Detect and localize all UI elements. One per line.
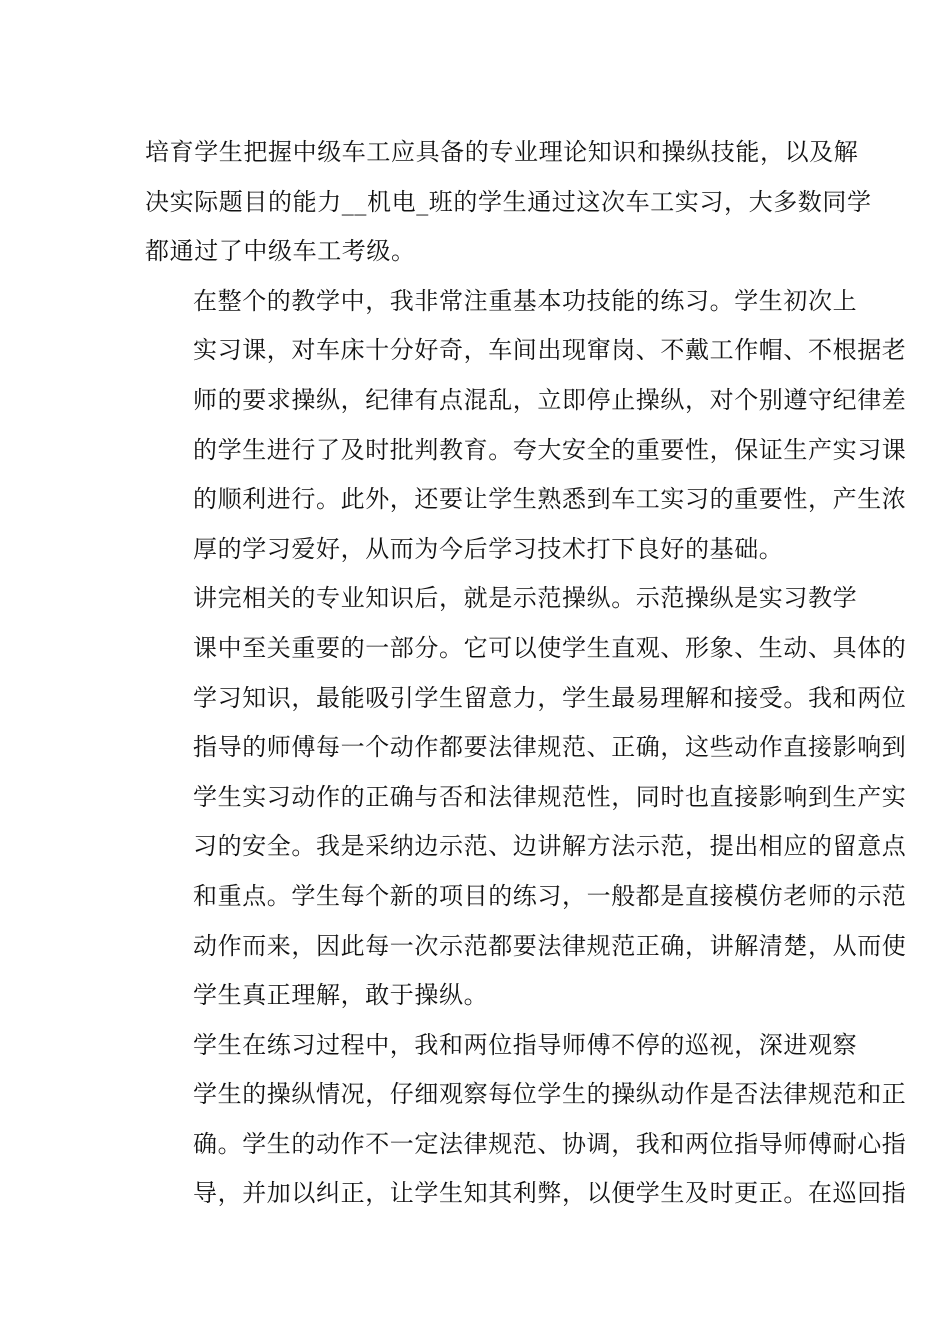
- text-line: 学生在练习过程中，我和两位指导师傅不停的巡视，深进观察: [193, 1030, 858, 1059]
- text-line: 确。学生的动作不一定法律规范、协调，我和两位指导师傅耐心指: [193, 1129, 907, 1158]
- document-body: [145, 128, 907, 1219]
- text-line: 课中至关重要的一部分。它可以使学生直观、形象、生动、具体的: [193, 633, 907, 662]
- paragraph-4: [145, 1021, 907, 1219]
- text-line: 学生实习动作的正确与否和法律规范性，同时也直接影响到生产实: [193, 782, 907, 811]
- text-line: 决实际题目的能力__机电_班的学生通过这次车工实习，大多数同学: [145, 187, 872, 216]
- text-line: 和重点。学生每个新的项目的练习，一般都是直接模仿老师的示范: [193, 881, 907, 910]
- paragraph-1: [145, 128, 872, 277]
- text-line: 学习知识，最能吸引学生留意力，学生最易理解和接受。我和两位: [193, 683, 907, 712]
- text-line: 习的安全。我是采纳边示范、边讲解方法示范，提出相应的留意点: [193, 832, 907, 861]
- text-line: 在整个的教学中，我非常注重基本功技能的练习。学生初次上: [193, 286, 858, 315]
- text-line: 的学生进行了及时批判教育。夸大安全的重要性，保证生产实习课: [193, 435, 907, 464]
- paragraph-2: [145, 277, 907, 575]
- text-line: 都通过了中级车工考级。: [145, 237, 416, 266]
- text-line: 培育学生把握中级车工应具备的专业理论知识和操纵技能，以及解: [145, 138, 859, 166]
- text-line: 师的要求操纵，纪律有点混乱，立即停止操纵，对个别遵守纪律差: [193, 385, 907, 414]
- text-line: 实习课，对车床十分好奇，车间出现窜岗、不戴工作帽、不根据老: [193, 336, 907, 365]
- text-line: 指导的师傅每一个动作都要法律规范、正确，这些动作直接影响到: [193, 733, 907, 762]
- text-line: 学生的操纵情况，仔细观察每位学生的操纵动作是否法律规范和正: [193, 1080, 907, 1109]
- text-line: 厚的学习爱好，从而为今后学习技术打下良好的基础。: [193, 534, 784, 563]
- paragraph-3: [145, 574, 907, 1020]
- text-line: 讲完相关的专业知识后，就是示范操纵。示范操纵是实习教学: [193, 584, 858, 613]
- text-line: 动作而来，因此每一次示范都要法律规范正确，讲解清楚，从而使: [193, 931, 907, 960]
- text-line: 学生真正理解，敢于操纵。: [193, 981, 489, 1010]
- text-line: 导，并加以纠正，让学生知其利弊，以便学生及时更正。在巡回指: [193, 1179, 907, 1208]
- text-line: 的顺利进行。此外，还要让学生熟悉到车工实习的重要性，产生浓: [193, 485, 907, 514]
